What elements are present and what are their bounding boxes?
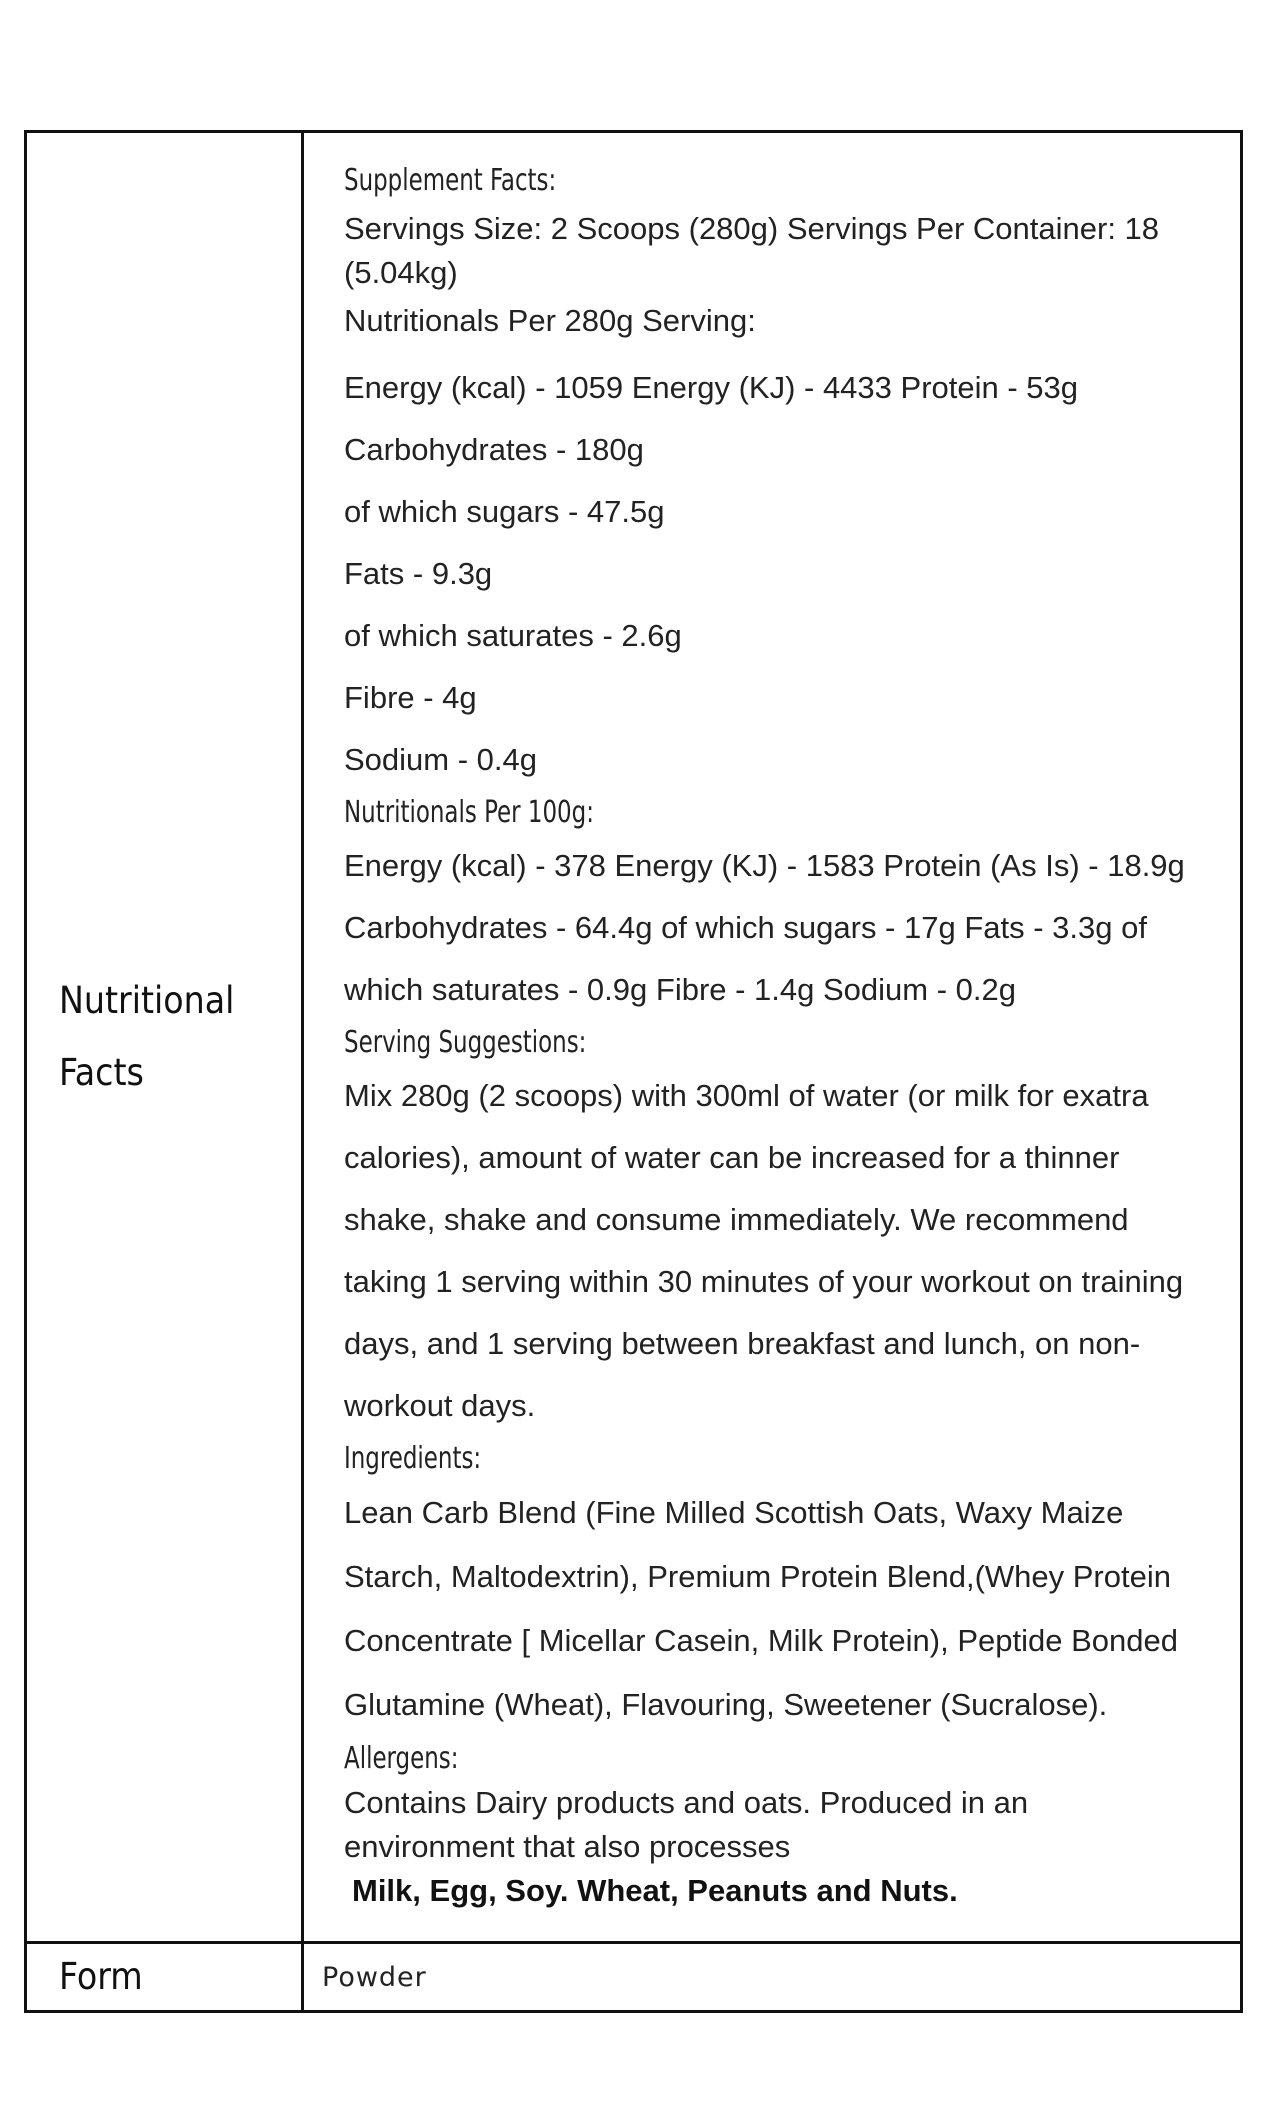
per-100g-line: which saturates - 0.9g Fibre - 1.4g Sodium - 0.2g bbox=[344, 972, 1016, 1007]
per-serving-line: Fats - 9.3g bbox=[344, 556, 493, 591]
allergen-line: environment that also processes bbox=[344, 1829, 791, 1864]
suggestion-line: Mix 280g (2 scoops) with 300ml of water (or milk for exatra bbox=[344, 1078, 1149, 1113]
ingredient-line: Lean Carb Blend (Fine Milled Scottish Oats, Waxy Maize bbox=[344, 1495, 1124, 1530]
serving-suggestions-text bbox=[344, 1065, 1216, 1437]
allergens-text bbox=[344, 1781, 1216, 1913]
per-100g-line: Energy (kcal) - 378 Energy (KJ) - 1583 Protein (As Is) - 18.9g bbox=[344, 848, 1185, 883]
per-100g-heading: Nutritionals Per 100g: bbox=[344, 795, 594, 830]
per-serving-line: Energy (kcal) - 1059 Energy (KJ) - 4433 Protein - 53g bbox=[344, 370, 1079, 405]
per-serving-line: Carbohydrates - 180g bbox=[344, 432, 644, 467]
per-serving-line: of which saturates - 2.6g bbox=[344, 618, 682, 653]
allergens-heading: Allergens: bbox=[344, 1741, 459, 1776]
product-info-table bbox=[24, 130, 1243, 2013]
per-serving-line: of which sugars - 47.5g bbox=[344, 494, 665, 529]
serving-suggestions-heading: Serving Suggestions: bbox=[344, 1025, 587, 1060]
allergen-line: Contains Dairy products and oats. Produced in an bbox=[344, 1785, 1029, 1820]
allergen-bold-line: Milk, Egg, Soy. Wheat, Peanuts and Nuts. bbox=[352, 1873, 958, 1908]
per-serving-list bbox=[344, 357, 1216, 791]
suggestion-line: calories), amount of water can be increased for a thinner bbox=[344, 1140, 1120, 1175]
nutrition-label-line1: Nutritional bbox=[59, 979, 235, 1022]
suggestion-line: workout days. bbox=[344, 1388, 536, 1423]
nutrition-label-cell bbox=[26, 132, 303, 1943]
per-serving-line: Sodium - 0.4g bbox=[344, 742, 537, 777]
nutrition-label-line2: Facts bbox=[59, 1051, 144, 1094]
per-serving-line: Fibre - 4g bbox=[344, 680, 477, 715]
suggestion-line: shake, shake and consume immediately. We recommend bbox=[344, 1202, 1129, 1237]
per-100g-list bbox=[344, 835, 1216, 1021]
form-value: Powder bbox=[303, 1943, 1242, 2012]
ingredients-text bbox=[344, 1481, 1216, 1737]
suggestion-line: days, and 1 serving between breakfast and lunch, on non- bbox=[344, 1326, 1141, 1361]
servings-text: Servings Size: 2 Scoops (280g) Servings Per Container: 18 (5.04kg) bbox=[344, 211, 1160, 290]
per-serving-heading: Nutritionals Per 280g Serving: bbox=[344, 303, 756, 338]
form-label: Form bbox=[26, 1943, 303, 2012]
ingredient-line: Glutamine (Wheat), Flavouring, Sweetener (Sucralose). bbox=[344, 1687, 1108, 1722]
form-row bbox=[26, 1943, 1242, 2012]
nutrition-content-cell bbox=[303, 132, 1242, 1943]
ingredient-line: Starch, Maltodextrin), Premium Protein Blend,(Whey Protein bbox=[344, 1559, 1171, 1594]
per-100g-line: Carbohydrates - 64.4g of which sugars - 17g Fats - 3.3g of bbox=[344, 910, 1147, 945]
supplement-facts-heading: Supplement Facts: bbox=[344, 163, 557, 198]
nutrition-row bbox=[26, 132, 1242, 1943]
suggestion-line: taking 1 serving within 30 minutes of your workout on training bbox=[344, 1264, 1184, 1299]
ingredient-line: Concentrate [ Micellar Casein, Milk Protein), Peptide Bonded bbox=[344, 1623, 1178, 1658]
ingredients-heading: Ingredients: bbox=[344, 1441, 482, 1476]
